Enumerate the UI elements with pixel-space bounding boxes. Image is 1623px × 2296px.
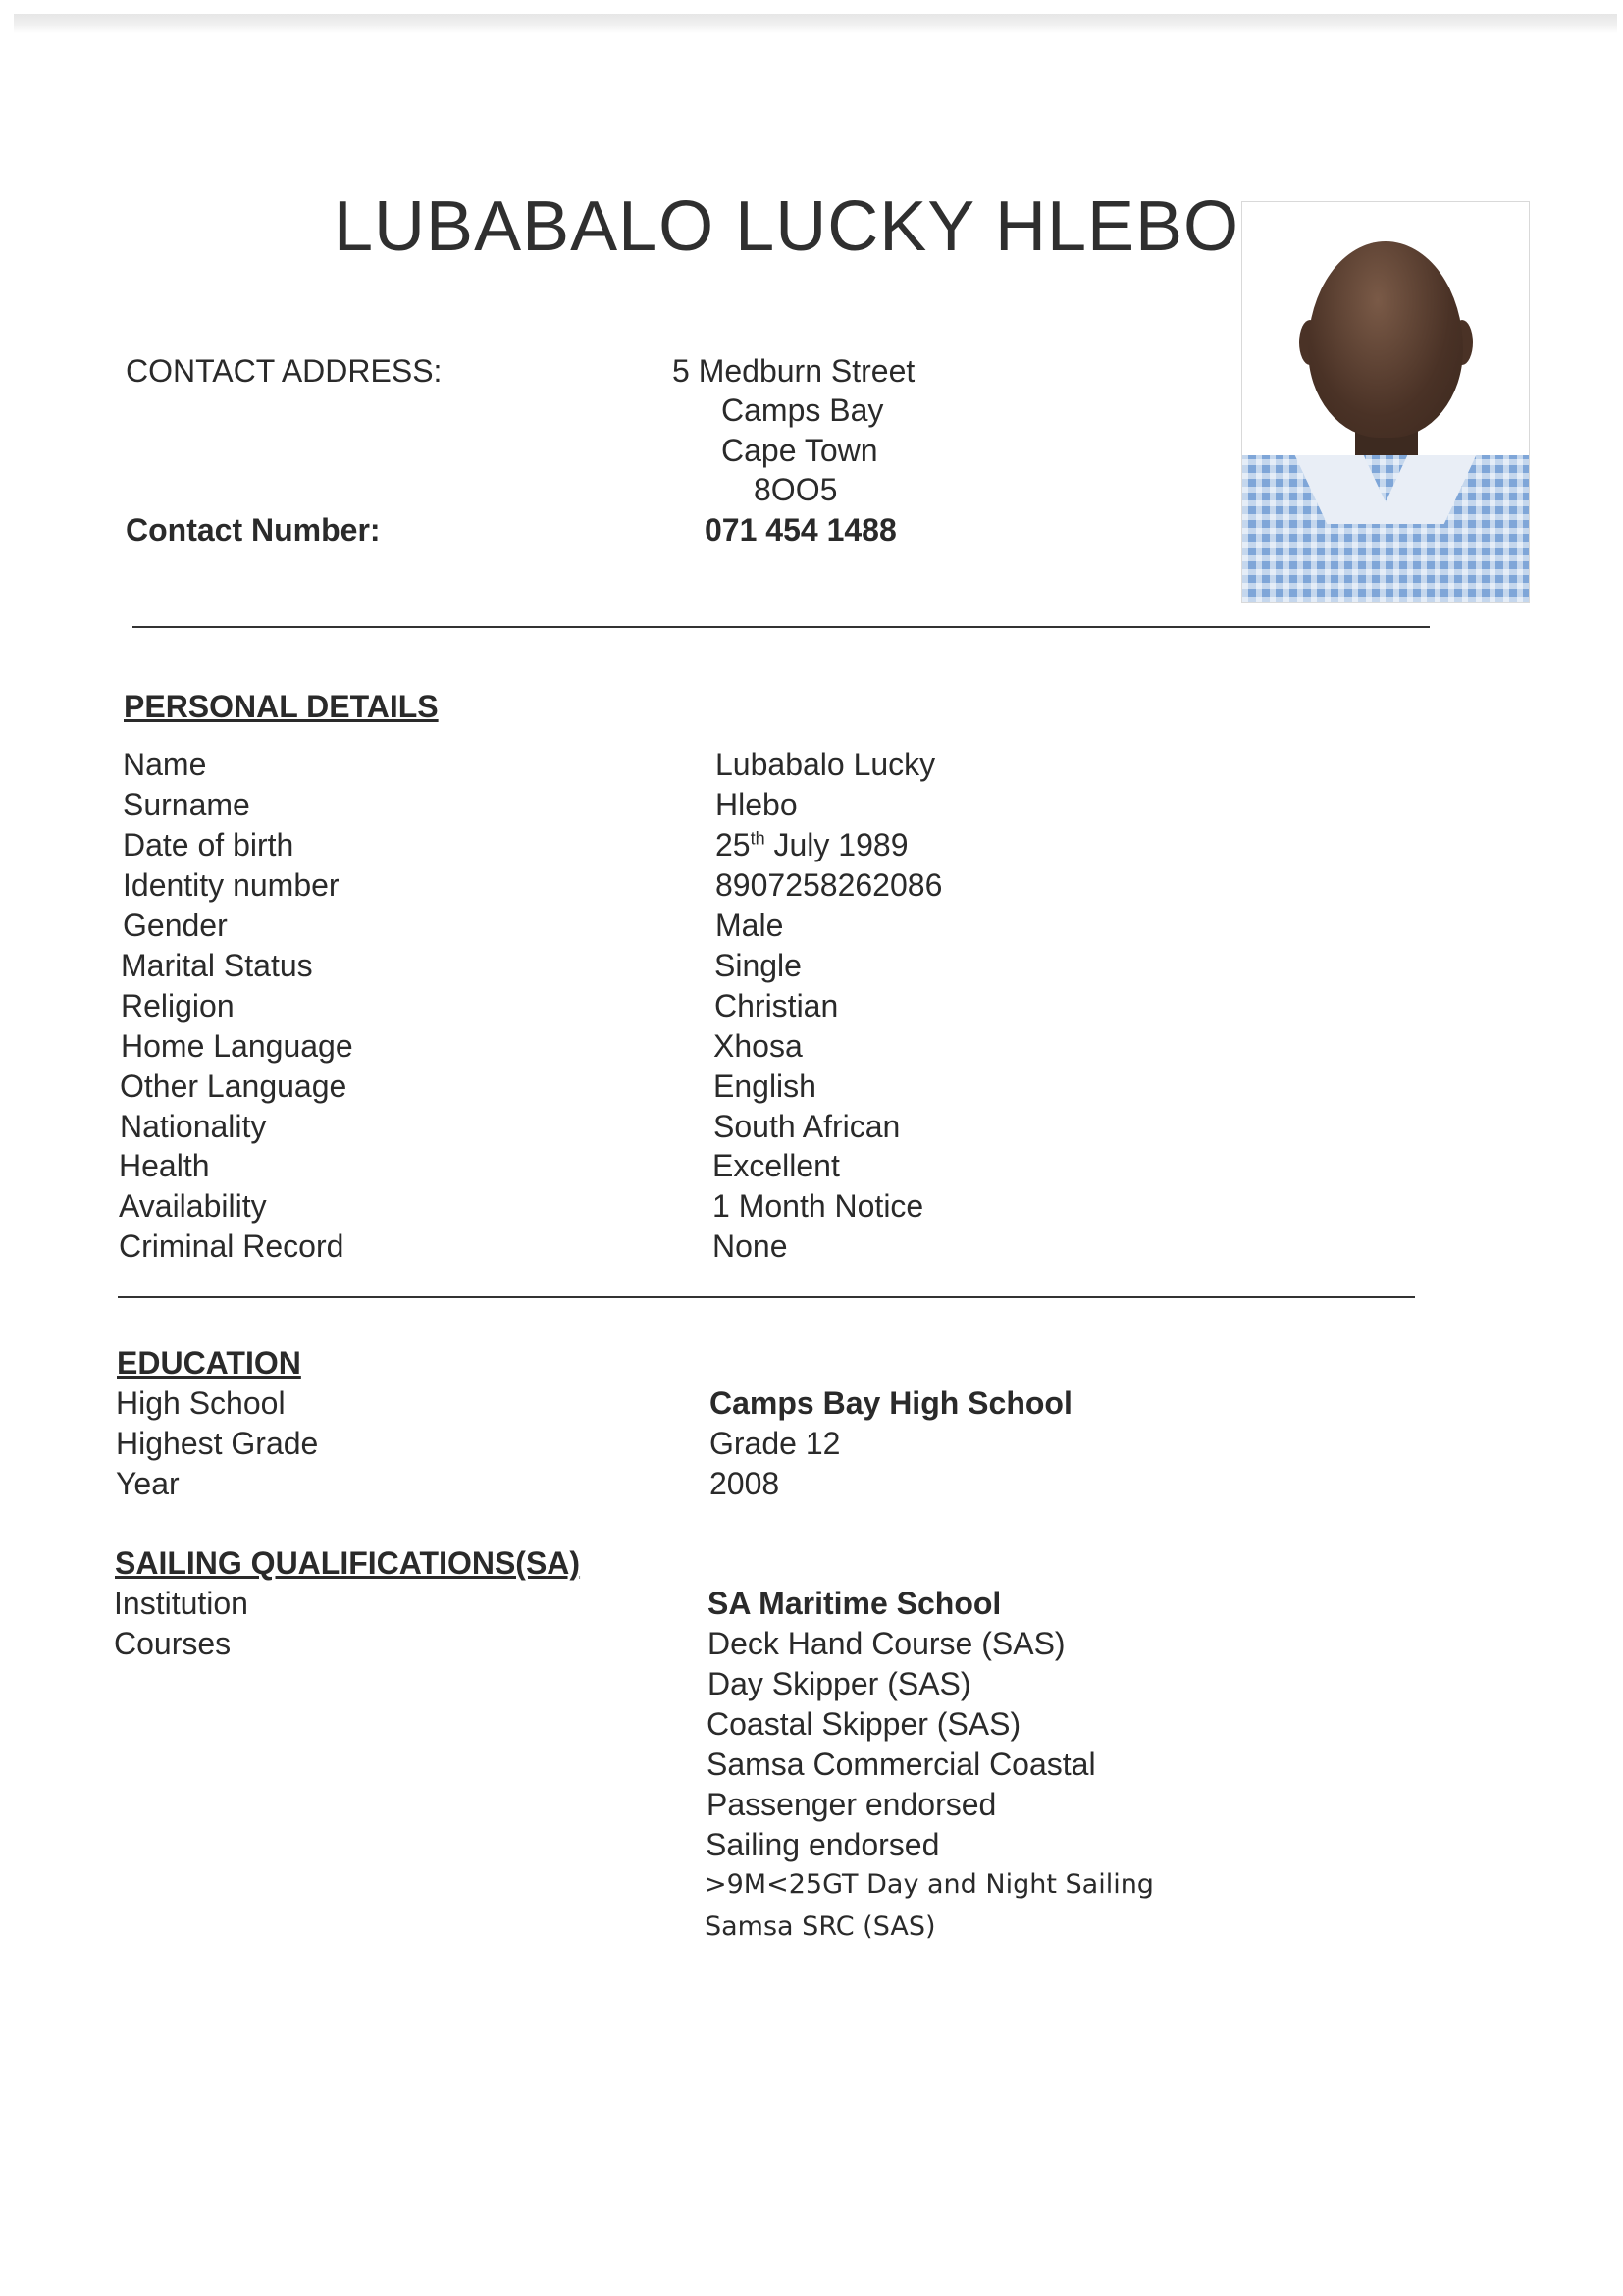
edu-value-grade: Grade 12	[709, 1426, 841, 1461]
sailing-institution-value: SA Maritime School	[707, 1586, 1002, 1621]
page-title: LUBABALO LUCKY HLEBO	[334, 187, 1240, 266]
edu-label-high-school: High School	[116, 1385, 286, 1421]
pd-value-gender: Male	[715, 908, 784, 943]
pd-label-marital: Marital Status	[121, 948, 313, 983]
edu-label-grade: Highest Grade	[116, 1426, 319, 1461]
address-line-3: Cape Town	[721, 433, 878, 468]
course-item: Passenger endorsed	[707, 1787, 997, 1822]
pd-value-nationality: South African	[713, 1109, 901, 1144]
address-postcode: 8OO5	[754, 472, 838, 507]
course-item: Samsa Commercial Coastal	[707, 1747, 1096, 1782]
dob-suffix: th	[750, 828, 765, 849]
address-line-2: Camps Bay	[721, 392, 884, 428]
course-item: Coastal Skipper (SAS)	[707, 1706, 1021, 1742]
pd-label-home-language: Home Language	[121, 1028, 353, 1064]
pd-value-home-language: Xhosa	[713, 1028, 803, 1064]
pd-value-health: Excellent	[712, 1148, 840, 1183]
education-heading: EDUCATION	[117, 1345, 301, 1381]
pd-label-other-language: Other Language	[120, 1069, 347, 1104]
pd-value-dob	[715, 829, 908, 861]
sailing-institution-label: Institution	[114, 1586, 248, 1621]
photo-head	[1308, 241, 1463, 438]
photo-shirt	[1242, 455, 1529, 602]
edu-value-year: 2008	[709, 1466, 780, 1501]
pd-value-religion: Christian	[714, 988, 839, 1023]
dob-day: 25	[715, 827, 751, 862]
course-item: >9M<25GT Day and Night Sailing	[705, 1869, 1154, 1900]
pd-label-gender: Gender	[123, 908, 228, 943]
pd-label-health: Health	[119, 1148, 210, 1183]
contact-address-label: CONTACT ADDRESS:	[126, 353, 443, 389]
course-item: Sailing endorsed	[706, 1827, 940, 1862]
course-item: Samsa SRC (SAS)	[705, 1911, 936, 1942]
edu-label-year: Year	[116, 1466, 180, 1501]
pd-value-id: 8907258262086	[715, 867, 943, 903]
scan-edge	[14, 14, 1617, 33]
contact-number: 071 454 1488	[705, 512, 897, 548]
dob-rest: July 1989	[764, 827, 909, 862]
sailing-courses-label: Courses	[114, 1626, 232, 1661]
pd-label-criminal-record: Criminal Record	[119, 1228, 344, 1264]
pd-label-religion: Religion	[121, 988, 235, 1023]
pd-label-name: Name	[123, 747, 207, 782]
divider-middle	[118, 1296, 1415, 1298]
address-line-1: 5 Medburn Street	[672, 353, 916, 389]
contact-number-label: Contact Number:	[126, 512, 381, 548]
pd-value-surname: Hlebo	[715, 787, 798, 822]
pd-value-criminal-record: None	[712, 1228, 788, 1264]
sailing-heading: SAILING QUALIFICATIONS(SA)	[115, 1545, 581, 1581]
personal-details-heading: PERSONAL DETAILS	[124, 689, 439, 724]
pd-label-availability: Availability	[119, 1188, 267, 1224]
divider-top	[132, 626, 1430, 628]
pd-label-dob: Date of birth	[123, 827, 294, 862]
course-item: Deck Hand Course (SAS)	[707, 1626, 1066, 1661]
edu-value-high-school: Camps Bay High School	[709, 1385, 1073, 1421]
pd-value-other-language: English	[713, 1069, 816, 1104]
pd-label-id: Identity number	[123, 867, 340, 903]
pd-label-nationality: Nationality	[120, 1109, 267, 1144]
pd-label-surname: Surname	[123, 787, 250, 822]
course-item: Day Skipper (SAS)	[707, 1666, 971, 1701]
pd-value-availability: 1 Month Notice	[712, 1188, 924, 1224]
pd-value-name: Lubabalo Lucky	[715, 747, 936, 782]
profile-photo	[1241, 201, 1530, 603]
pd-value-marital: Single	[714, 948, 802, 983]
